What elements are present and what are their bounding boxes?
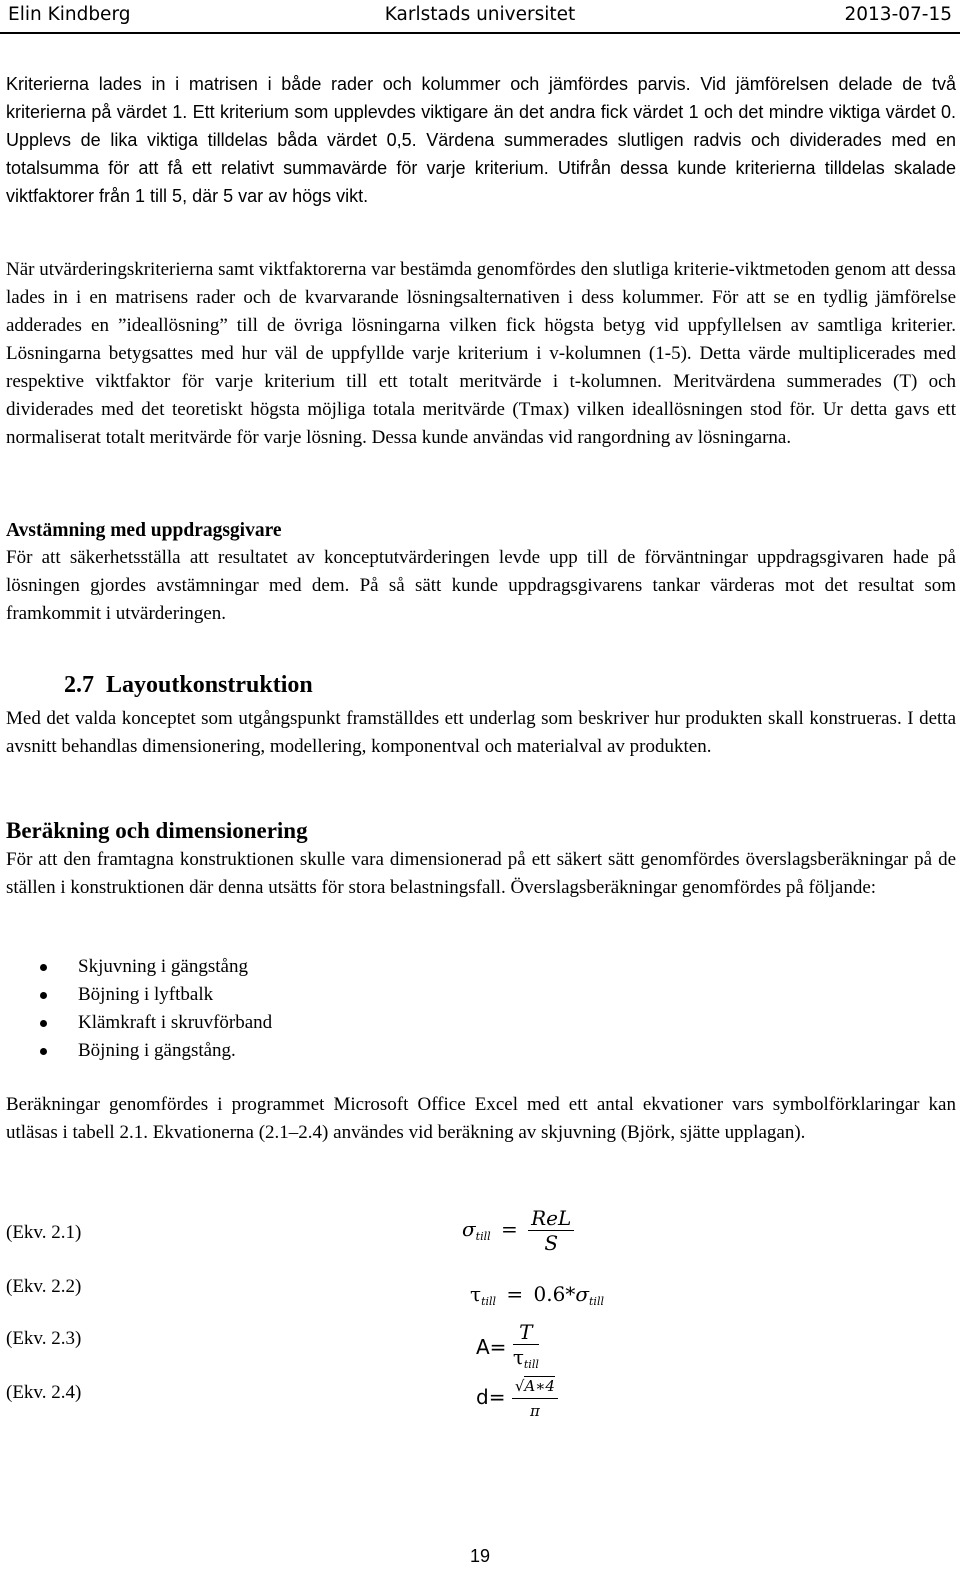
bullet-icon xyxy=(40,1048,47,1055)
bullet-icon xyxy=(40,992,47,999)
paragraph-client-check: För att säkerhetsställa att resultatet av konceptutvärderingen levde upp till de förväntningar uppdragsgivaren hade på lösningen gjordes avstämningar med dem. På så sätt kunde uppdragsgivarens tankar värderas mot det resultat som framkommit i utvärderingen. xyxy=(6,547,956,624)
section-number: 2.7 xyxy=(64,672,94,698)
list-item-text: Böjning i gängstång. xyxy=(78,1040,236,1061)
equation-label: (Ekv. 2.2) xyxy=(6,1276,82,1297)
list-item-text: Skjuvning i gängstång xyxy=(78,956,248,977)
equation-label: (Ekv. 2.1) xyxy=(6,1222,82,1243)
heading-dimensioning: Beräkning och dimensionering xyxy=(6,818,308,843)
header-author: Elin Kindberg xyxy=(8,4,131,25)
bullet-icon xyxy=(40,1020,47,1027)
bullet-icon xyxy=(40,964,47,971)
paragraph-dimensioning-intro: För att den framtagna konstruktionen skulle vara dimensionerad på ett säkert sätt genomfördes överslagsberäkningar på de ställen i konstruktionen där denna utsätts för stora belastningsfall. Överslagsberäkningar genomfördes på följande: xyxy=(6,849,956,898)
section-heading xyxy=(64,672,313,699)
list-item-text: Klämkraft i skruvförband xyxy=(78,1012,273,1033)
equation-2-3: A= $\frac{T}{\tau_{till}}$ xyxy=(476,1320,539,1371)
equation-2-2: $\tau_{till} = 0.6*\sigma_{till}$ xyxy=(470,1282,604,1308)
bullet-list xyxy=(40,953,272,1065)
paragraph-criteria-matrix: Kriterierna lades in i matrisen i både rader och kolummer och jämfördes parvis. Vid jämförelsen delade de två kriterierna på värdet 1. Ett kriterium som upplevdes viktigare än det andra fick värdet 1 och det mindre viktiga värdet 0. Upplevs de lika viktiga tilldelas båda värdet 0,5. Värdena summerades slutligen radvis och dividerades med en totalsumma för att få ett relativt summavärde för varje kriterium. Utifrån dessa kunde kriterierna tilldelas skalade viktfaktorer från 1 till 5, där 5 var av högs vikt. xyxy=(6,74,956,206)
header-rule xyxy=(0,32,960,34)
paragraph-criteria-weight-method: När utvärderingskriterierna samt viktfaktorerna var bestämda genomfördes den slutliga kriterie-viktmetoden genom att dessa lades in i en matrisens rader och de kvarvarande lösningsalternativen i dess kolummer. För att se en tydlig jämförelse adderades en ”ideallösning” till de övriga lösningarna vilken fick högsta betyg vid uppfyllelsen av samtliga kriterier. Lösningarna betygsattes med hur väl de uppfyllde varje kriterium i v-kolumnen (1-5). Detta värde multiplicerades med respektive viktfaktor för varje kriterium till ett totalt meritvärde i t-kolumnen. Meritvärdena summerades (T) och dividerades med det teoretiskt högsta möjliga totala meritvärde (Tmax) vilken ideallösningen stod för. Ur detta gavs ett normaliserat totalt meritvärde för varje lösning. Dessa kunde användas vid rangordning av lösningarna. xyxy=(6,259,956,448)
heading-client-check: Avstämning med uppdragsgivare xyxy=(6,520,282,541)
list-item xyxy=(40,1009,272,1037)
equation-label: (Ekv. 2.4) xyxy=(6,1382,82,1403)
header-university: Karlstads universitet xyxy=(384,4,576,25)
page-header xyxy=(0,0,960,44)
header-date: 2013-07-15 xyxy=(844,4,952,25)
section-title: Layoutkonstruktion xyxy=(106,672,313,698)
equation-label: (Ekv. 2.3) xyxy=(6,1328,82,1349)
list-item xyxy=(40,953,272,981)
list-item xyxy=(40,1037,272,1065)
list-item-text: Böjning i lyftbalk xyxy=(78,984,214,1005)
list-item xyxy=(40,981,272,1009)
paragraph-layout-intro: Med det valda konceptet som utgångspunkt framställdes ett underlag som beskriver hur produkten skall konstrueras. I detta avsnitt behandlas dimensionering, modellering, komponentval och materialval av produkten. xyxy=(6,708,956,757)
page-number: 19 xyxy=(469,1546,491,1566)
paragraph-excel: Beräkningar genomfördes i programmet Microsoft Office Excel med ett antal ekvationer vars symbolförklaringar kan utläsas i tabell 2.1. Ekvationerna (2.1–2.4) användes vid beräkning av skjuvning (Björk, sjätte upplagan). xyxy=(6,1094,956,1143)
equation-2-1: $\sigma_{till}$ = $\frac{\text{ReL}}{S}$ xyxy=(462,1206,574,1255)
equation-2-4: d= $\frac{√A∗4}{\pi}$ xyxy=(476,1374,558,1423)
